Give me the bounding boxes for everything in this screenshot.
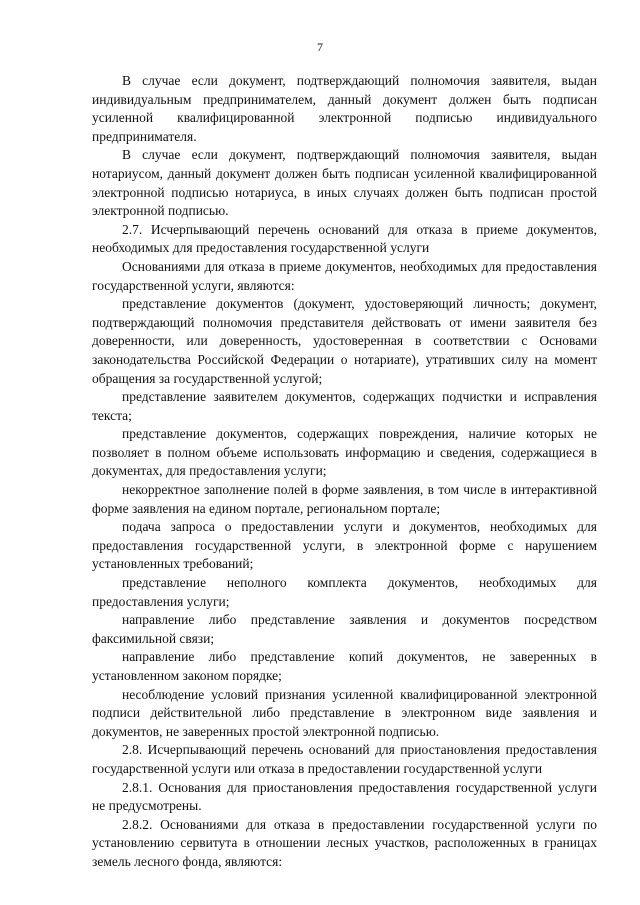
- paragraph-ip-signature: В случае если документ, подтверждающий полномочия заявителя, выдан индивидуальным предпринимателем, данный документ должен быть подписан усиленной квалифицированной электронной подписью индивидуального предпринимателя.: [92, 73, 597, 144]
- section-heading-2-7: 2.7. Исчерпывающий перечень оснований для отказа в приеме документов, необходимых для предоставления государственной услуги: [92, 221, 597, 256]
- list-item-electronic-violation: подача запроса о предоставлении услуги и документов, необходимых для предоставления государственной услуги, в электронной форме с нарушением установленных требований;: [92, 519, 597, 572]
- list-item-damaged-documents: представление документов, содержащих повреждения, наличие которых не позволяет в полном объеме использовать информацию и сведения, содержащиеся в документах, для предоставления услуги;: [92, 426, 597, 479]
- list-item-incorrect-fields: некорректное заполнение полей в форме заявления, в том числе в интерактивной форме заявления на едином портале, региональном портале;: [92, 482, 597, 516]
- page-number: 7: [317, 40, 323, 54]
- paragraph-refusal-grounds-intro: Основаниями для отказа в приеме документов, необходимых для предоставления государственной услуги, являются:: [92, 258, 597, 293]
- list-item-invalid-signature: несоблюдение условий признания усиленной квалифицированной электронной подписи действительной либо представление в электронном виде заявления и документов, не заверенных простой электронной подписью.: [92, 686, 597, 739]
- list-item-erasures: представление заявителем документов, содержащих подчистки и исправления текста;: [92, 389, 597, 423]
- list-item-uncertified-copies: направление либо представление копий документов, не заверенных в установленном законом порядке;: [92, 649, 597, 683]
- document-body: [92, 72, 597, 872]
- paragraph-notary-signature: В случае если документ, подтверждающий полномочия заявителя, выдан нотариусом, данный документ должен быть подписан усиленной квалифицированной электронной подписью нотариуса, в иных случаях должен быть подписан простой электронной подписью.: [92, 147, 597, 219]
- list-item-expired-documents: представление документов (документ, удостоверяющий личность; документ, подтверждающий полномочия представителя действовать от имени заявителя без доверенности, или доверенность, удостоверенная в соответствии с Основами законодательства Российской Федерации о нотариате), утративших силу на момент обращения за государственной услугой;: [92, 296, 597, 386]
- paragraph-2-8-2: 2.8.2. Основаниями для отказа в предоставлении государственной услуги по установлению сервитута в отношении лесных участков, расположенных в границах земель лесного фонда, являются:: [92, 816, 597, 869]
- paragraph-2-8-1: 2.8.1. Основания для приостановления предоставления государственной услуги не предусмотрены.: [92, 779, 597, 814]
- list-item-incomplete-set: представление неполного комплекта документов, необходимых для предоставления услуги;: [92, 575, 597, 609]
- section-heading-2-8: 2.8. Исчерпывающий перечень оснований для приостановления предоставления государственной услуги или отказа в предоставлении государственной услуги: [92, 742, 597, 776]
- list-item-fax: направление либо представление заявления и документов посредством факсимильной связи;: [92, 612, 597, 646]
